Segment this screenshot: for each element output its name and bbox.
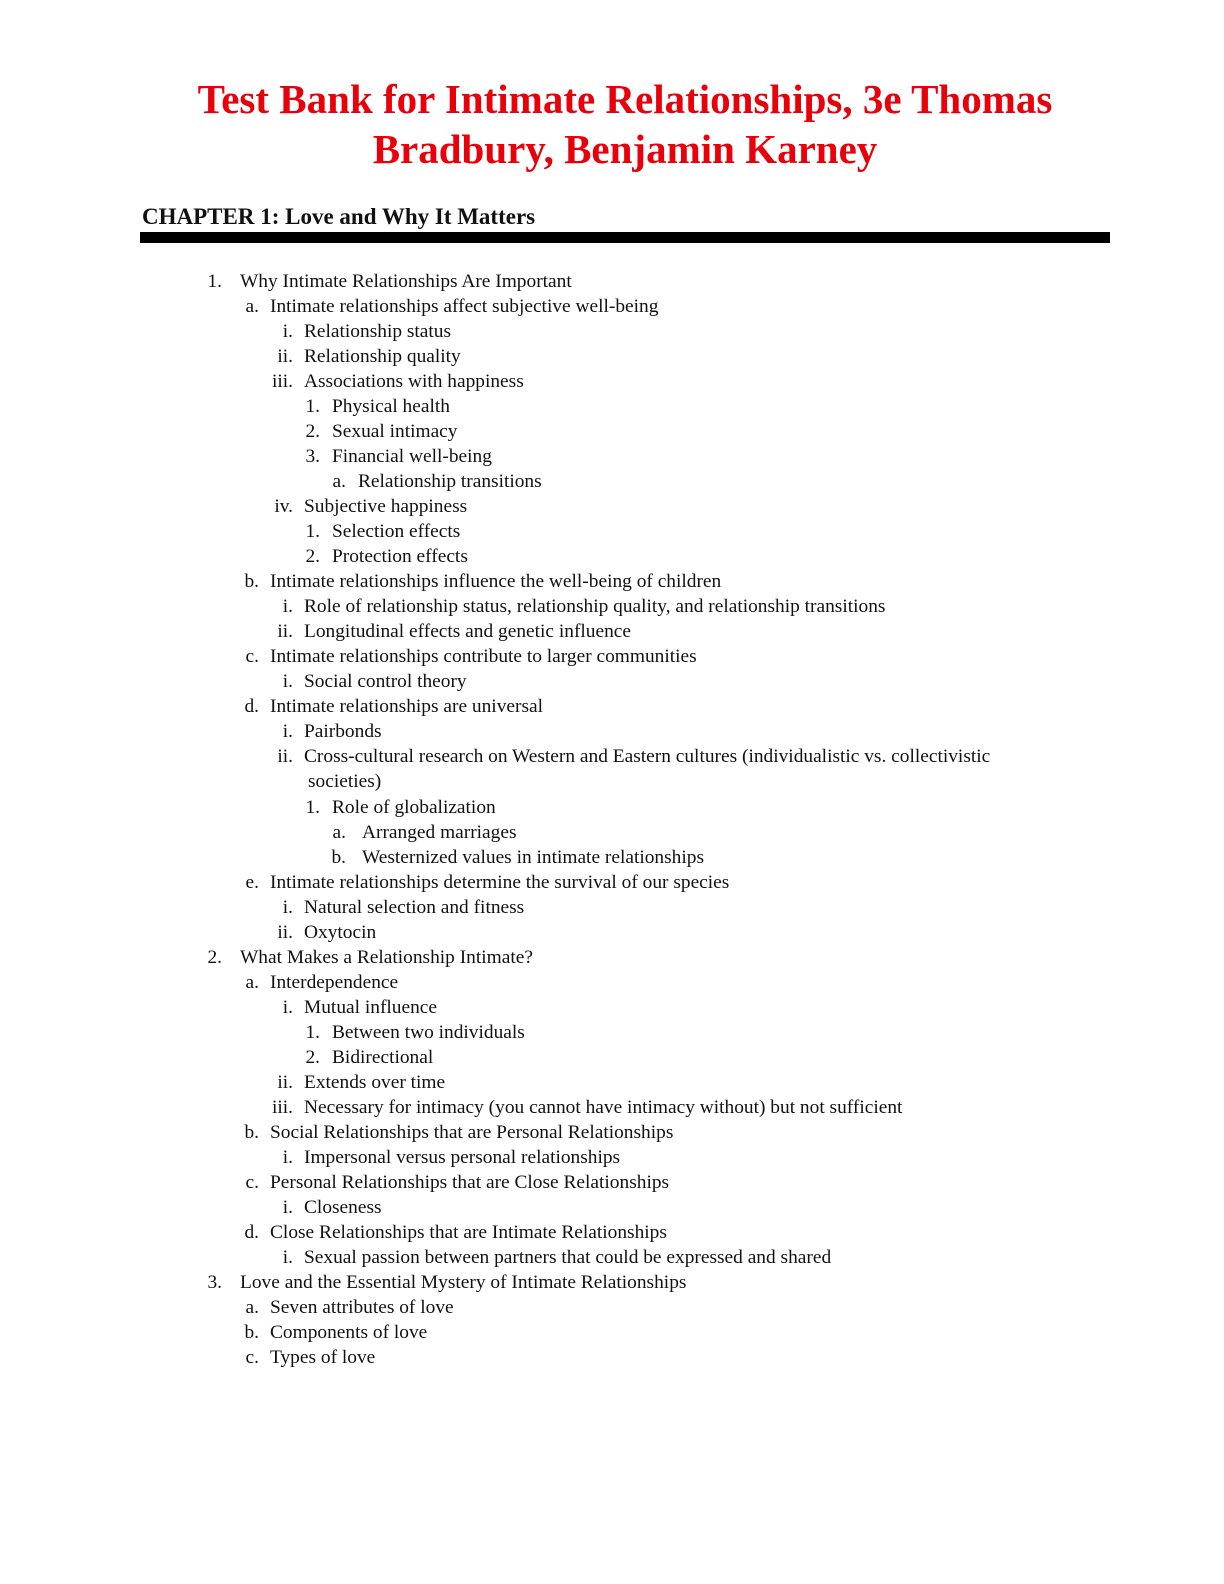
outline-text: Longitudinal effects and genetic influence bbox=[304, 621, 631, 642]
outline-text: Role of globalization bbox=[332, 797, 496, 818]
outline-text: Personal Relationships that are Close Relationships bbox=[270, 1172, 670, 1193]
outline-text: Interdependence bbox=[270, 972, 399, 993]
outline-text: Extends over time bbox=[304, 1072, 446, 1093]
outline-marker: e. bbox=[245, 872, 259, 893]
outline-marker: i. bbox=[282, 596, 293, 617]
outline-text: Seven attributes of love bbox=[270, 1297, 454, 1318]
outline-text: Natural selection and fitness bbox=[304, 897, 525, 918]
outline-marker: i. bbox=[282, 1147, 293, 1168]
outline-text: Components of love bbox=[270, 1322, 428, 1343]
outline-marker: 1. bbox=[305, 797, 320, 818]
outline-text: Associations with happiness bbox=[304, 371, 524, 392]
outline-marker: 1. bbox=[305, 521, 320, 542]
title-line-1: Test Bank for Intimate Relationships, 3e Thomas bbox=[197, 76, 1053, 122]
outline-text: Pairbonds bbox=[304, 721, 382, 742]
outline-marker: c. bbox=[245, 1172, 259, 1193]
outline-text: Intimate relationships influence the well-being of children bbox=[270, 571, 722, 592]
outline-text: Financial well-being bbox=[332, 446, 492, 467]
outline-text: Oxytocin bbox=[304, 922, 377, 943]
outline-marker: 2. bbox=[305, 421, 320, 442]
outline-marker: ii. bbox=[277, 621, 293, 642]
outline-marker: i. bbox=[282, 1247, 293, 1268]
outline-text: Mutual influence bbox=[304, 997, 437, 1018]
outline-text: Relationship status bbox=[304, 321, 452, 342]
outline-marker: a. bbox=[245, 296, 259, 317]
outline-marker: i. bbox=[282, 321, 293, 342]
outline-marker: c. bbox=[245, 1347, 259, 1368]
outline-text: Bidirectional bbox=[332, 1047, 434, 1068]
outline-text: Intimate relationships contribute to larger communities bbox=[270, 646, 697, 667]
outline-marker: 2. bbox=[207, 947, 222, 968]
outline-marker: d. bbox=[244, 1222, 259, 1243]
outline-marker: b. bbox=[244, 1322, 259, 1343]
outline-marker: 3. bbox=[207, 1272, 222, 1293]
outline-text: Why Intimate Relationships Are Important bbox=[240, 271, 572, 292]
outline-text-continuation: societies) bbox=[308, 771, 382, 792]
outline-marker: 2. bbox=[305, 1047, 320, 1068]
outline-marker: i. bbox=[282, 671, 293, 692]
title-line-2: Bradbury, Benjamin Karney bbox=[372, 126, 878, 172]
outline-marker: i. bbox=[282, 1197, 293, 1218]
page-title bbox=[140, 74, 1110, 174]
outline-text: Relationship transitions bbox=[358, 471, 542, 492]
outline-marker: b. bbox=[331, 847, 346, 868]
outline-marker: a. bbox=[332, 822, 346, 843]
outline-text: Intimate relationships affect subjective well-being bbox=[270, 296, 659, 317]
outline-text: Love and the Essential Mystery of Intimate Relationships bbox=[240, 1272, 687, 1293]
outline-text: Sexual intimacy bbox=[332, 421, 458, 442]
outline-marker: 1. bbox=[207, 271, 222, 292]
outline-text: Intimate relationships are universal bbox=[270, 696, 543, 717]
outline-marker: 3. bbox=[305, 446, 320, 467]
outline-marker: 1. bbox=[305, 1022, 320, 1043]
outline-text: Closeness bbox=[304, 1197, 382, 1218]
outline-text: Westernized values in intimate relationships bbox=[362, 847, 704, 868]
outline-text: Physical health bbox=[332, 396, 450, 417]
outline-marker: b. bbox=[244, 571, 259, 592]
outline-text: Close Relationships that are Intimate Relationships bbox=[270, 1222, 667, 1243]
outline-marker: iii. bbox=[271, 1097, 293, 1118]
outline-marker: d. bbox=[244, 696, 259, 717]
outline-marker: ii. bbox=[277, 922, 293, 943]
outline-marker: i. bbox=[282, 897, 293, 918]
outline-text: Protection effects bbox=[332, 546, 468, 567]
outline-marker: c. bbox=[245, 646, 259, 667]
outline-marker: ii. bbox=[277, 346, 293, 367]
chapter-heading: CHAPTER 1: Love and Why It Matters bbox=[142, 204, 536, 229]
outline-marker: i. bbox=[282, 997, 293, 1018]
outline-marker: iii. bbox=[271, 371, 293, 392]
outline-text: Impersonal versus personal relationships bbox=[304, 1147, 621, 1168]
outline-marker: a. bbox=[245, 1297, 259, 1318]
outline-text: Arranged marriages bbox=[362, 822, 517, 843]
outline-text: Role of relationship status, relationship quality, and relationship transitions bbox=[304, 596, 886, 617]
outline-marker: ii. bbox=[277, 746, 293, 767]
outline-text: Selection effects bbox=[332, 521, 461, 542]
outline-text: Social Relationships that are Personal Relationships bbox=[270, 1122, 674, 1143]
outline-text: Intimate relationships determine the survival of our species bbox=[270, 872, 730, 893]
outline-marker: iv. bbox=[274, 496, 293, 517]
outline-text: Sexual passion between partners that could be expressed and shared bbox=[304, 1247, 832, 1268]
outline-marker: b. bbox=[244, 1122, 259, 1143]
outline-text: Cross-cultural research on Western and Eastern cultures (individualistic vs. collectivistic bbox=[304, 746, 991, 767]
outline-text: Between two individuals bbox=[332, 1022, 525, 1043]
outline-marker: 1. bbox=[305, 396, 320, 417]
chapter-divider-rule bbox=[140, 232, 1110, 243]
outline-marker: a. bbox=[332, 471, 346, 492]
outline-marker: ii. bbox=[277, 1072, 293, 1093]
outline-text: Social control theory bbox=[304, 671, 467, 692]
outline-text: Relationship quality bbox=[304, 346, 461, 367]
outline-marker: 2. bbox=[305, 546, 320, 567]
outline-text: What Makes a Relationship Intimate? bbox=[240, 947, 533, 968]
outline-text: Subjective happiness bbox=[304, 496, 468, 517]
outline-text: Types of love bbox=[270, 1347, 376, 1368]
outline-text: Necessary for intimacy (you cannot have intimacy without) but not sufficient bbox=[304, 1097, 903, 1118]
outline-marker: a. bbox=[245, 972, 259, 993]
outline-marker: i. bbox=[282, 721, 293, 742]
